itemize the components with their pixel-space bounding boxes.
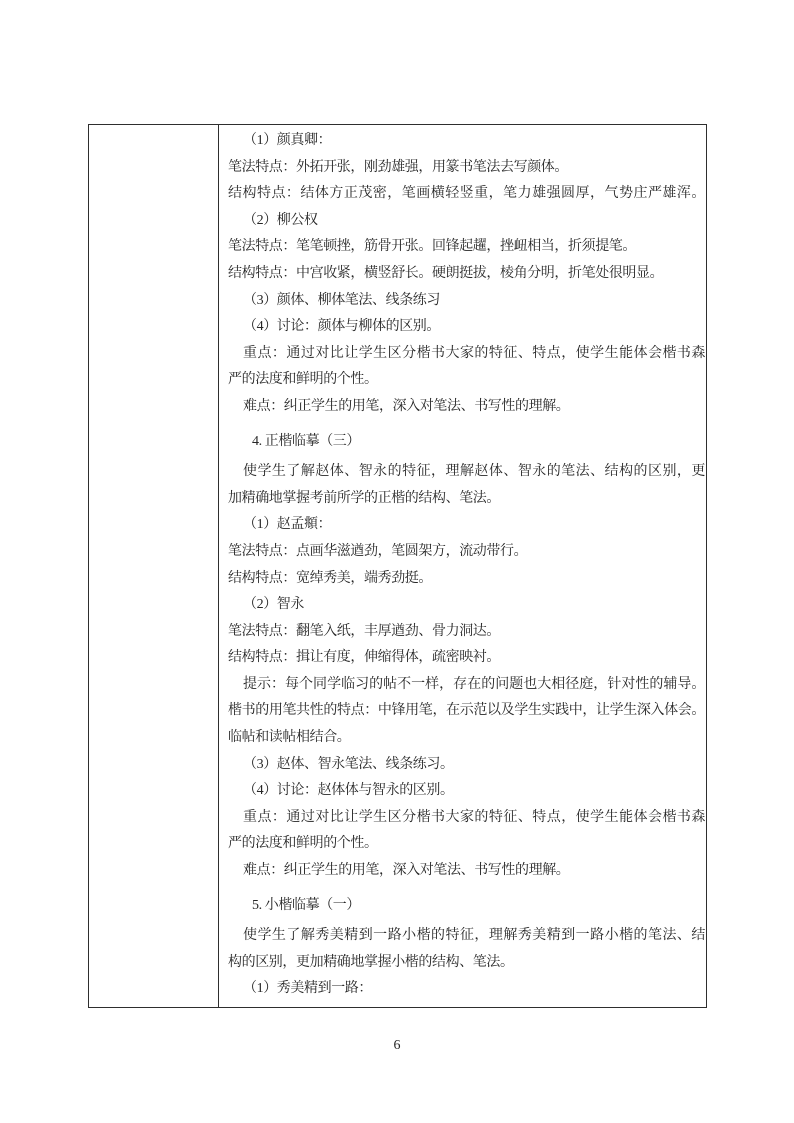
text-line-structure-features: 结构特点：结体方正茂密，笔画横轻竖重，笔力雄强圆厚，气势庄严雄浑。 — [228, 186, 705, 202]
text-line-brush-features: 笔法特点：外拓开张，刚劲雄强，用篆书笔法去写颜体。 — [228, 159, 568, 175]
text-line-item-1-zhao-mengfu: （1）赵孟頫： — [243, 517, 332, 533]
text-line-item-1-style: （1）秀美精到一路： — [243, 981, 372, 997]
text-line-difficulty: 难点：纠正学生的用笔，深入对笔法、书写性的理解。 — [243, 863, 570, 879]
lesson-plan-table — [88, 124, 707, 1008]
text-line-item-4-discussion: （4）讨论：颜体与柳体的区别。 — [243, 319, 440, 335]
text-line-structure-features: 结构特点：中宫收紧，横竖舒长。硬朗挺拔，棱角分明，折笔处很明显。 — [228, 265, 664, 281]
text-line-structure-features: 结构特点：宽绰秀美，端秀劲挺。 — [228, 570, 432, 586]
text-line-structure-features: 结构特点：揖让有度，伸缩得体，疏密映衬。 — [228, 650, 500, 666]
text-line-goal: 使学生了解赵体、智永的特征，理解赵体、智永的笔法、结构的区别，更 — [243, 464, 705, 480]
text-line-item-3-practice: （3）颜体、柳体笔法、线条练习 — [243, 292, 440, 308]
table-left-cell — [89, 125, 219, 1007]
text-line-key-point: 重点：通过对比让学生区分楷书大家的特征、特点，使学生能体会楷书森 — [243, 809, 705, 825]
text-line-item-4-discussion: （4）讨论：赵体体与智永的区别。 — [243, 783, 454, 799]
text-line-brush-features: 笔法特点：翻笔入纸，丰厚遒劲、骨力洞达。 — [228, 623, 500, 639]
section-heading-5: 5. 小楷临摹（一） — [252, 897, 360, 913]
text-line-key-point-cont: 严的法度和鲜明的个性。 — [228, 372, 378, 388]
text-line-brush-features: 笔法特点：点画华滋遒劲，笔圆架方，流动带行。 — [228, 543, 528, 559]
text-line-item-3-practice: （3）赵体、智永笔法、线条练习。 — [243, 756, 454, 772]
table-content-cell — [219, 125, 706, 1007]
text-line-item-1-yan-zhenqing: （1）颜真卿： — [243, 133, 332, 148]
page-number: 6 — [393, 1038, 401, 1053]
text-line-item-2-zhi-yong: （2）智永 — [243, 597, 304, 613]
text-line-goal-cont: 构的区别，更加精确地掌握小楷的结构、笔法。 — [228, 954, 514, 970]
text-line-tip: 提示：每个同学临习的帖不一样，存在的问题也大相径庭，针对性的辅导。 — [243, 676, 705, 692]
text-line-goal-cont: 加精确地掌握考前所学的正楷的结构、笔法。 — [228, 490, 500, 506]
text-line-brush-features: 笔法特点：笔笔顿挫，筋骨开张。回锋起趯，挫衄相当，折须提笔。 — [228, 239, 636, 255]
text-line-key-point-cont: 严的法度和鲜明的个性。 — [228, 836, 378, 852]
section-heading-4: 4. 正楷临摹（三） — [252, 433, 360, 449]
text-line-key-point: 重点：通过对比让学生区分楷书大家的特征、特点，使学生能体会楷书森 — [243, 345, 705, 361]
text-line-tip-cont: 临帖和读帖相结合。 — [228, 730, 351, 746]
text-line-difficulty: 难点：纠正学生的用笔，深入对笔法、书写性的理解。 — [243, 398, 570, 414]
text-line-item-2-liu-gongquan: （2）柳公权 — [243, 212, 318, 228]
text-line-goal: 使学生了解秀美精到一路小楷的特征，理解秀美精到一路小楷的笔法、结 — [243, 928, 705, 944]
text-line-tip-cont: 楷书的用笔共性的特点：中锋用笔，在示范以及学生实践中，让学生深入体会。 — [228, 703, 705, 719]
